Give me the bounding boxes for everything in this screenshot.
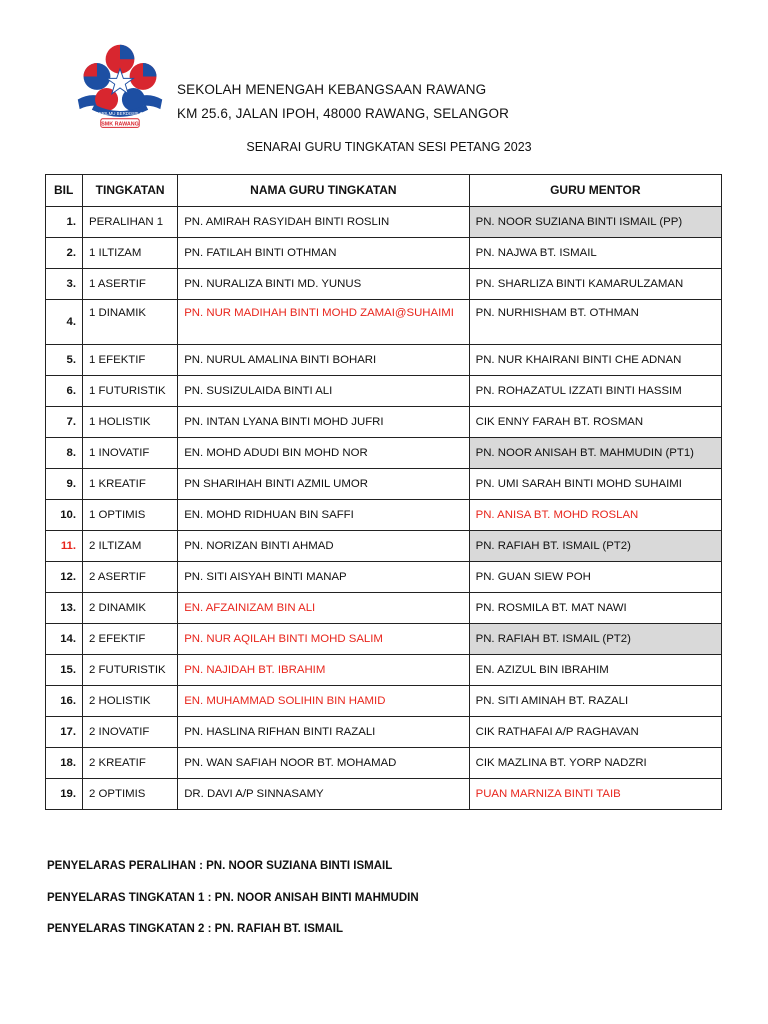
- cell-nama-guru: PN. NUR MADIHAH BINTI MOHD ZAMAI@SUHAIMI: [178, 300, 469, 345]
- table-row: [46, 438, 722, 469]
- cell-guru-mentor: PN. GUAN SIEW POH: [469, 562, 721, 593]
- logo-ribbon-text: SMK RAWANG: [101, 121, 139, 128]
- coordinator-tingkatan-2: PENYELARAS TINGKATAN 2 : PN. RAFIAH BT. ISMAIL: [47, 923, 344, 935]
- cell-bil: 3.: [46, 269, 83, 300]
- table-row: [46, 686, 722, 717]
- cell-tingkatan: 2 ASERTIF: [83, 562, 178, 593]
- table-row: [46, 717, 722, 748]
- cell-bil: 17.: [46, 717, 83, 748]
- cell-bil: 10.: [46, 500, 83, 531]
- cell-nama-guru: EN. AFZAINIZAM BIN ALI: [178, 593, 469, 624]
- cell-bil: 18.: [46, 748, 83, 779]
- cell-guru-mentor: CIK RATHAFAI A/P RAGHAVAN: [469, 717, 721, 748]
- cell-bil: 19.: [46, 779, 83, 810]
- cell-tingkatan: 1 INOVATIF: [83, 438, 178, 469]
- cell-bil: 2.: [46, 238, 83, 269]
- cell-bil: 11.: [46, 531, 83, 562]
- school-name: SEKOLAH MENENGAH KEBANGSAAN RAWANG: [177, 82, 487, 97]
- cell-nama-guru: DR. DAVI A/P SINNASAMY: [178, 779, 469, 810]
- cell-bil: 5.: [46, 345, 83, 376]
- cell-nama-guru: PN. NURUL AMALINA BINTI BOHARI: [178, 345, 469, 376]
- table-row: [46, 779, 722, 810]
- cell-guru-mentor: PN. ROHAZATUL IZZATI BINTI HASSIM: [469, 376, 721, 407]
- cell-bil: 14.: [46, 624, 83, 655]
- cell-bil: 9.: [46, 469, 83, 500]
- cell-guru-mentor: EN. AZIZUL BIN IBRAHIM: [469, 655, 721, 686]
- cell-guru-mentor: PN. NURHISHAM BT. OTHMAN: [469, 300, 721, 345]
- cell-guru-mentor: PN. UMI SARAH BINTI MOHD SUHAIMI: [469, 469, 721, 500]
- cell-tingkatan: 1 OPTIMIS: [83, 500, 178, 531]
- table-row: [46, 300, 722, 345]
- table-row: [46, 407, 722, 438]
- cell-nama-guru: PN. FATILAH BINTI OTHMAN: [178, 238, 469, 269]
- header-tingkatan: TINGKATAN: [83, 175, 178, 207]
- cell-tingkatan: 2 FUTURISTIK: [83, 655, 178, 686]
- coordinator-peralihan: PENYELARAS PERALIHAN : PN. NOOR SUZIANA BINTI ISMAIL: [47, 860, 393, 872]
- table-row: [46, 376, 722, 407]
- cell-nama-guru: PN. NUR AQILAH BINTI MOHD SALIM: [178, 624, 469, 655]
- table-body: [46, 207, 722, 810]
- cell-nama-guru: PN. NAJIDAH BT. IBRAHIM: [178, 655, 469, 686]
- cell-bil: 6.: [46, 376, 83, 407]
- cell-guru-mentor: PN. ANISA BT. MOHD ROSLAN: [469, 500, 721, 531]
- cell-nama-guru: PN. WAN SAFIAH NOOR BT. MOHAMAD: [178, 748, 469, 779]
- table-row: [46, 238, 722, 269]
- cell-tingkatan: 1 KREATIF: [83, 469, 178, 500]
- cell-guru-mentor: PN. SHARLIZA BINTI KAMARULZAMAN: [469, 269, 721, 300]
- cell-guru-mentor: PN. RAFIAH BT. ISMAIL (PT2): [469, 624, 721, 655]
- table-row: [46, 500, 722, 531]
- table-row: [46, 624, 722, 655]
- table-row: [46, 655, 722, 686]
- cell-tingkatan: 2 EFEKTIF: [83, 624, 178, 655]
- cell-guru-mentor: PN. ROSMILA BT. MAT NAWI: [469, 593, 721, 624]
- cell-guru-mentor: PUAN MARNIZA BINTI TAIB: [469, 779, 721, 810]
- cell-bil: 13.: [46, 593, 83, 624]
- cell-tingkatan: 2 HOLISTIK: [83, 686, 178, 717]
- cell-nama-guru: EN. MUHAMMAD SOLIHIN BIN HAMID: [178, 686, 469, 717]
- cell-guru-mentor: PN. RAFIAH BT. ISMAIL (PT2): [469, 531, 721, 562]
- cell-nama-guru: PN. SITI AISYAH BINTI MANAP: [178, 562, 469, 593]
- cell-nama-guru: PN. SUSIZULAIDA BINTI ALI: [178, 376, 469, 407]
- cell-tingkatan: 1 HOLISTIK: [83, 407, 178, 438]
- table-row: [46, 562, 722, 593]
- cell-guru-mentor: PN. NOOR SUZIANA BINTI ISMAIL (PP): [469, 207, 721, 238]
- cell-guru-mentor: PN. NUR KHAIRANI BINTI CHE ADNAN: [469, 345, 721, 376]
- school-logo: [72, 40, 168, 136]
- cell-bil: 16.: [46, 686, 83, 717]
- cell-guru-mentor: CIK ENNY FARAH BT. ROSMAN: [469, 407, 721, 438]
- header-bil: BIL: [46, 175, 83, 207]
- header-mentor: GURU MENTOR: [469, 175, 721, 207]
- cell-nama-guru: PN. AMIRAH RASYIDAH BINTI ROSLIN: [178, 207, 469, 238]
- cell-nama-guru: EN. MOHD RIDHUAN BIN SAFFI: [178, 500, 469, 531]
- table-row: [46, 207, 722, 238]
- cell-bil: 4.: [46, 300, 83, 345]
- cell-bil: 7.: [46, 407, 83, 438]
- cell-nama-guru: EN. MOHD ADUDI BIN MOHD NOR: [178, 438, 469, 469]
- cell-guru-mentor: PN. NOOR ANISAH BT. MAHMUDIN (PT1): [469, 438, 721, 469]
- school-address: KM 25.6, JALAN IPOH, 48000 RAWANG, SELANGOR: [177, 106, 509, 121]
- cell-nama-guru: PN. HASLINA RIFHAN BINTI RAZALI: [178, 717, 469, 748]
- cell-tingkatan: 2 DINAMIK: [83, 593, 178, 624]
- table-row: [46, 469, 722, 500]
- header-nama: NAMA GURU TINGKATAN: [178, 175, 469, 207]
- table-row: [46, 531, 722, 562]
- cell-nama-guru: PN. NURALIZA BINTI MD. YUNUS: [178, 269, 469, 300]
- cell-nama-guru: PN. NORIZAN BINTI AHMAD: [178, 531, 469, 562]
- cell-nama-guru: PN. INTAN LYANA BINTI MOHD JUFRI: [178, 407, 469, 438]
- cell-tingkatan: 2 KREATIF: [83, 748, 178, 779]
- table-row: [46, 345, 722, 376]
- table-header-row: [46, 175, 722, 207]
- cell-bil: 8.: [46, 438, 83, 469]
- cell-tingkatan: 1 EFEKTIF: [83, 345, 178, 376]
- cell-guru-mentor: PN. NAJWA BT. ISMAIL: [469, 238, 721, 269]
- table-row: [46, 593, 722, 624]
- cell-guru-mentor: CIK MAZLINA BT. YORP NADZRI: [469, 748, 721, 779]
- cell-tingkatan: 1 ILTIZAM: [83, 238, 178, 269]
- cell-nama-guru: PN SHARIHAH BINTI AZMIL UMOR: [178, 469, 469, 500]
- cell-tingkatan: 1 ASERTIF: [83, 269, 178, 300]
- cell-tingkatan: 2 OPTIMIS: [83, 779, 178, 810]
- list-title: SENARAI GURU TINGKATAN SESI PETANG 2023: [246, 140, 532, 154]
- logo-ring-text: BERILMU BERDISIPLIN: [95, 110, 145, 116]
- cell-bil: 12.: [46, 562, 83, 593]
- cell-tingkatan: 1 FUTURISTIK: [83, 376, 178, 407]
- cell-guru-mentor: PN. SITI AMINAH BT. RAZALI: [469, 686, 721, 717]
- coordinator-tingkatan-1: PENYELARAS TINGKATAN 1 : PN. NOOR ANISAH BINTI MAHMUDIN: [47, 892, 419, 904]
- cell-bil: 15.: [46, 655, 83, 686]
- table-row: [46, 748, 722, 779]
- cell-tingkatan: PERALIHAN 1: [83, 207, 178, 238]
- teacher-table: [45, 174, 722, 810]
- cell-tingkatan: 2 INOVATIF: [83, 717, 178, 748]
- cell-tingkatan: 2 ILTIZAM: [83, 531, 178, 562]
- cell-bil: 1.: [46, 207, 83, 238]
- cell-tingkatan: 1 DINAMIK: [83, 300, 178, 345]
- table-row: [46, 269, 722, 300]
